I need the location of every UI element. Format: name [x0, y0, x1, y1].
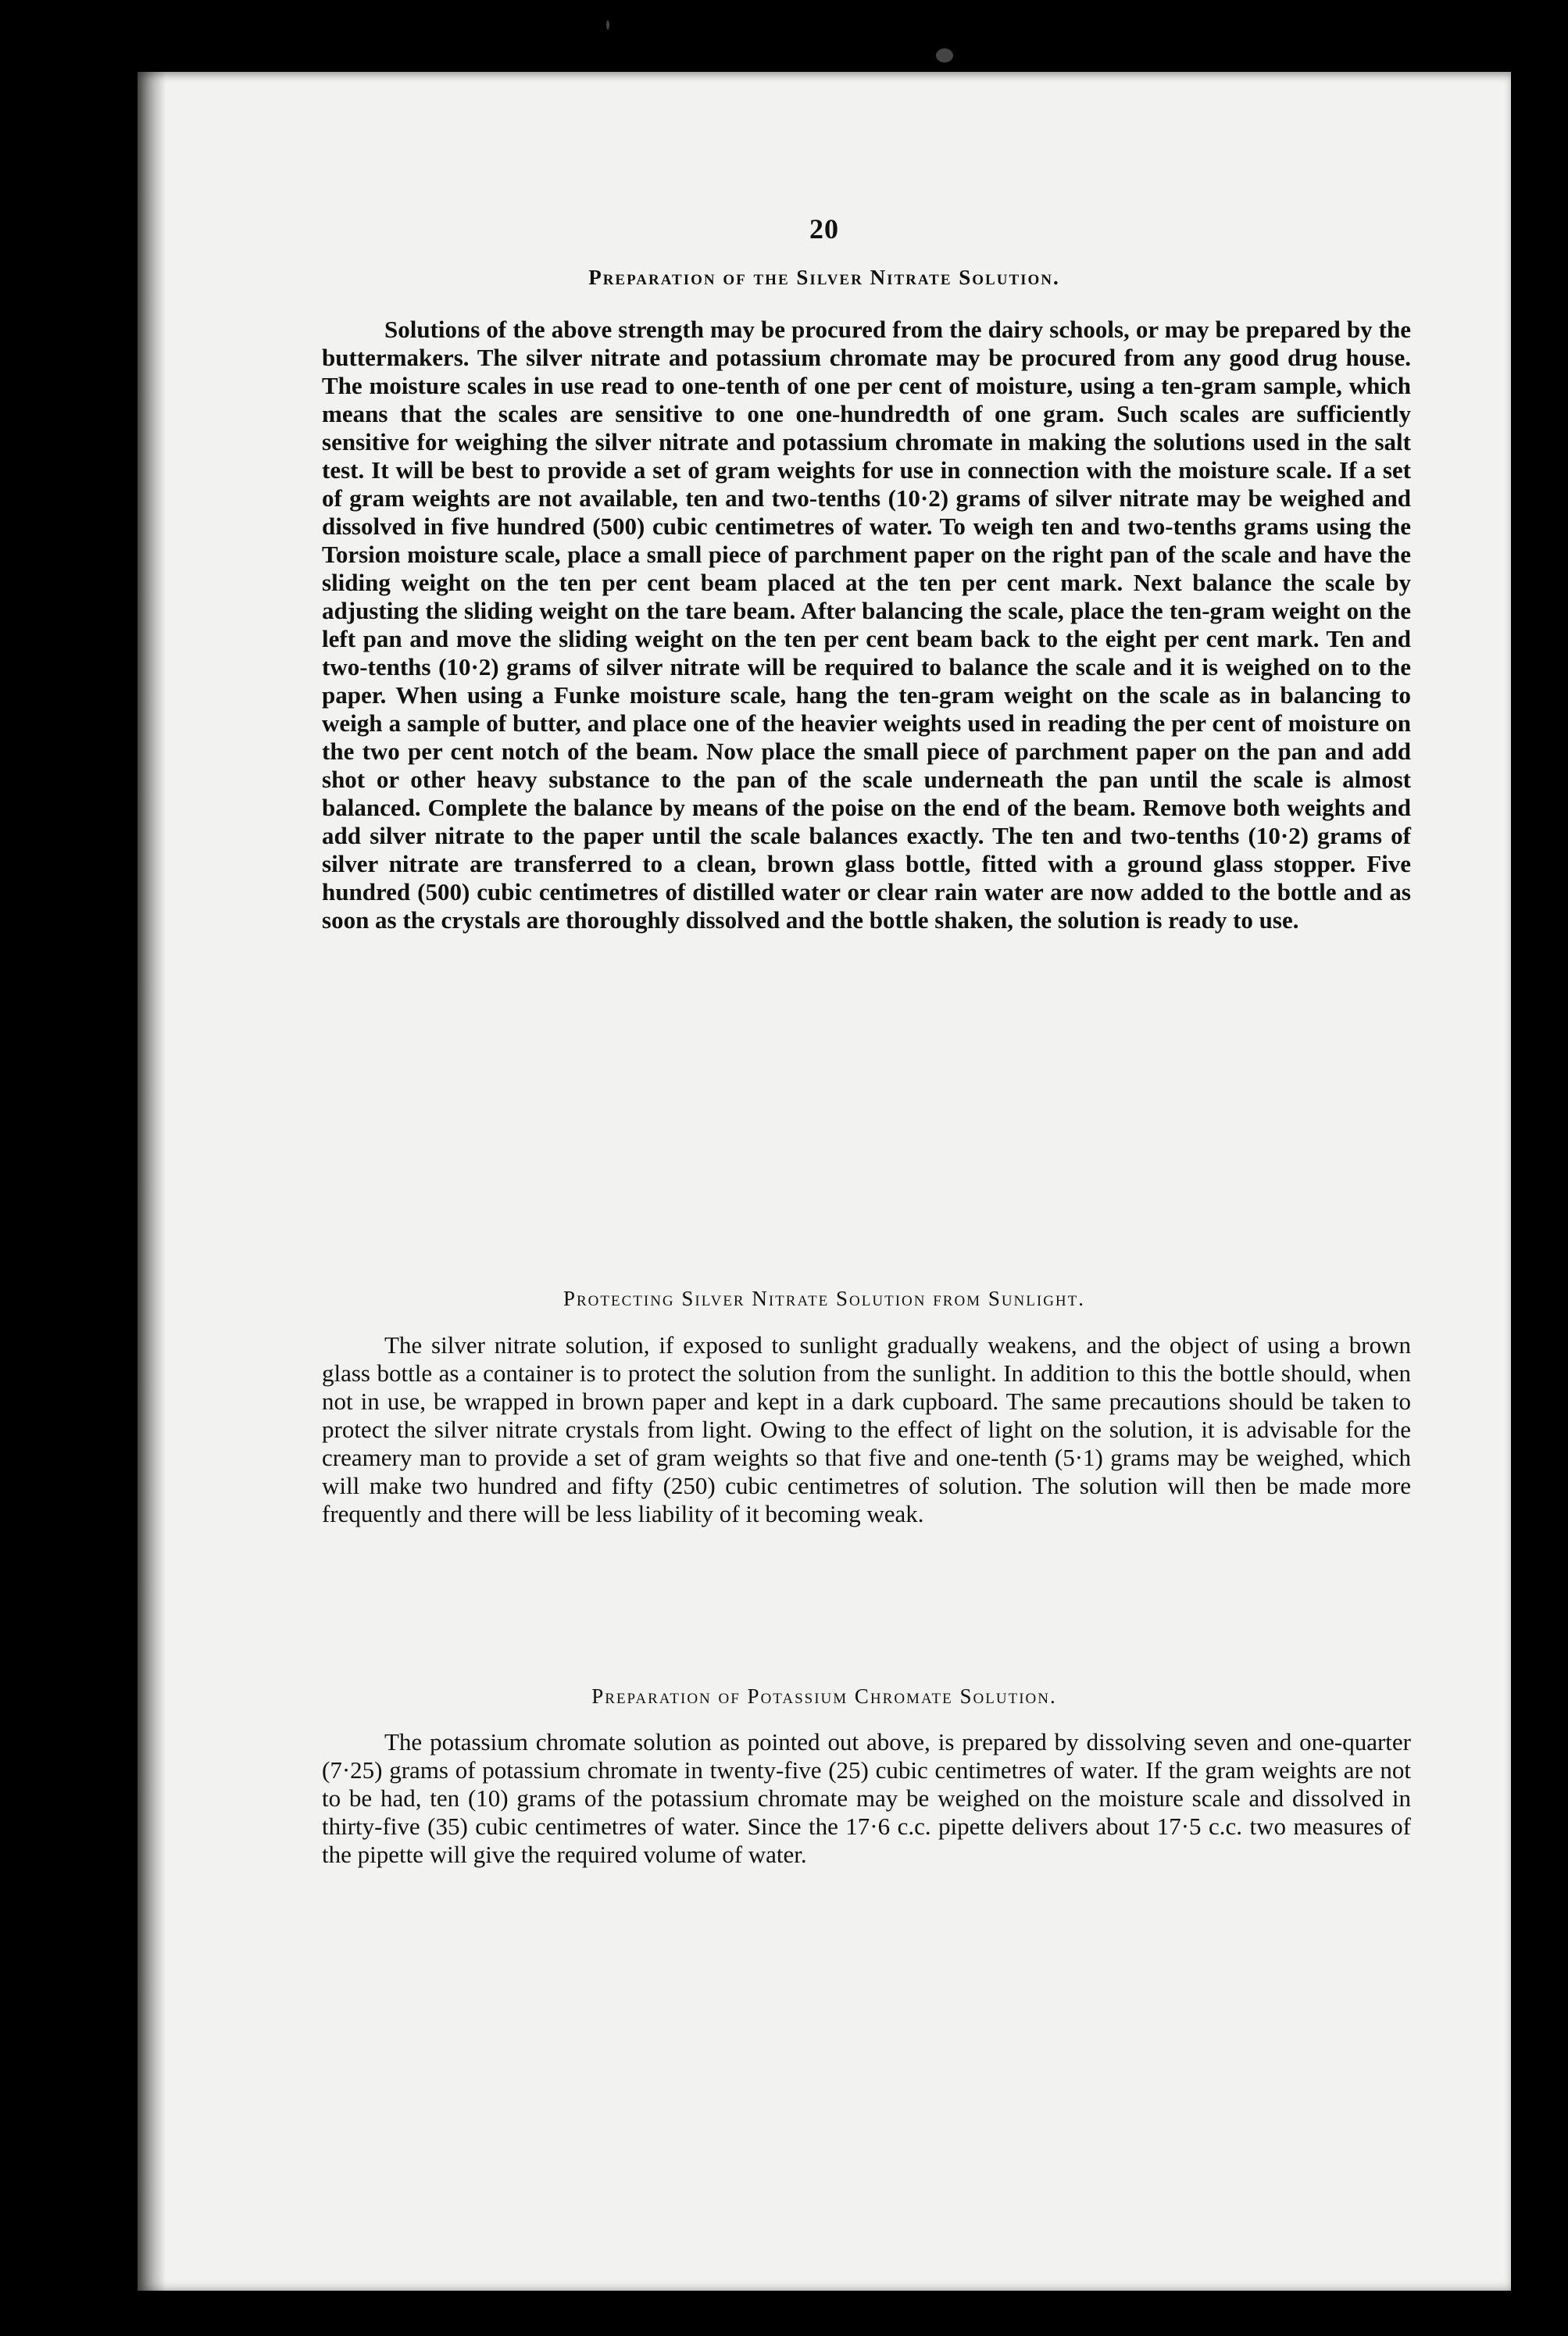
- scan-speck: [606, 20, 609, 30]
- section-heading-silver-nitrate-prep: Preparation of the Silver Nitrate Solution.: [588, 266, 1060, 289]
- section-heading-potassium-chromate-prep: Preparation of Potassium Chromate Solution.: [591, 1684, 1057, 1708]
- page-number: 20: [809, 213, 839, 245]
- scan-speck: [936, 48, 953, 63]
- paragraph-sunlight-protection: The silver nitrate solution, if exposed to sunlight gradually weakens, and the object of using a brown glass bottle as a container is to protect the solution from the sunlight. In addition to this the bottle should, when not in use, be wrapped in brown paper and kept in a dark cupboard. The same precautions should be taken to protect the silver nitrate crystals from light. Owing to the effect of light on the solution, it is advisable for the creamery man to provide a set of gram weights so that five and one-tenth (5·1) grams may be weighed, which will make two hundred and fifty (250) cubic centimetres of solution. The solution will then be made more frequently and there will be less liability of it becoming weak.: [322, 1331, 1411, 1527]
- section-heading-sunlight-protection: Protecting Silver Nitrate Solution from Sunlight.: [563, 1287, 1086, 1310]
- paragraph-potassium-chromate-prep: The potassium chromate solution as pointed out above, is prepared by dissolving seven and one-quarter (7·25) grams of potassium chromate in twenty-five (25) cubic centimetres of water. If the gram weights are not to be had, ten (10) grams of the potassium chromate may be weighed on the moisture scale and dissolved in thirty-five (35) cubic centimetres of water. Since the 17·6 c.c. pipette delivers about 17·5 c.c. two measures of the pipette will give the required volume of water.: [322, 1728, 1411, 1868]
- paragraph-silver-nitrate-prep: Solutions of the above strength may be procured from the dairy schools, or may be prepared by the buttermakers. The silver nitrate and potassium chromate may be procured from any good drug house. The moisture scales in use read to one-tenth of one per cent of moisture, using a ten-gram sample, which means that the scales are sensitive to one one-hundredth of one gram. Such scales are sufficiently sensitive for weighing the silver nitrate and potassium chromate in making the solutions used in the salt test. It will be best to provide a set of gram weights for use in connection with the moisture scale. If a set of gram weights are not available, ten and two-tenths (10·2) grams of silver nitrate may be weighed and dissolved in five hundred (500) cubic centimetres of water. To weigh ten and two-tenths grams using the Torsion moisture scale, place a small piece of parchment paper on the right pan of the scale and have the sliding weight on the ten per cent beam placed at the ten per cent mark. Next balance the scale by adjusting the sliding weight on the tare beam. After balancing the scale, place the ten-gram weight on the left pan and move the sliding weight on the ten per cent beam back to the eight per cent mark. Ten and two-tenths (10·2) grams of silver nitrate will be required to balance the scale and it is weighed on to the paper. When using a Funke moisture scale, hang the ten-gram weight on the scale as in balancing to weigh a sample of butter, and place one of the heavier weights used in reading the per cent of moisture on the two per cent notch of the beam. Now place the small piece of parchment paper on the pan and add shot or other heavy substance to the pan of the scale underneath the pan until the scale is almost balanced. Complete the balance by means of the poise on the end of the beam. Remove both weights and add silver nitrate to the paper until the scale balances exactly. The ten and two-tenths (10·2) grams of silver nitrate are transferred to a clean, brown glass bottle, fitted with a ground glass stopper. Five hundred (500) cubic centimetres of distilled water or clear rain water are now added to the bottle and as soon as the crystals are thoroughly dissolved and the bottle shaken, the solution is ready to use.: [322, 316, 1411, 934]
- document-page: [138, 72, 1511, 2291]
- page-binding-shadow: [138, 72, 166, 2291]
